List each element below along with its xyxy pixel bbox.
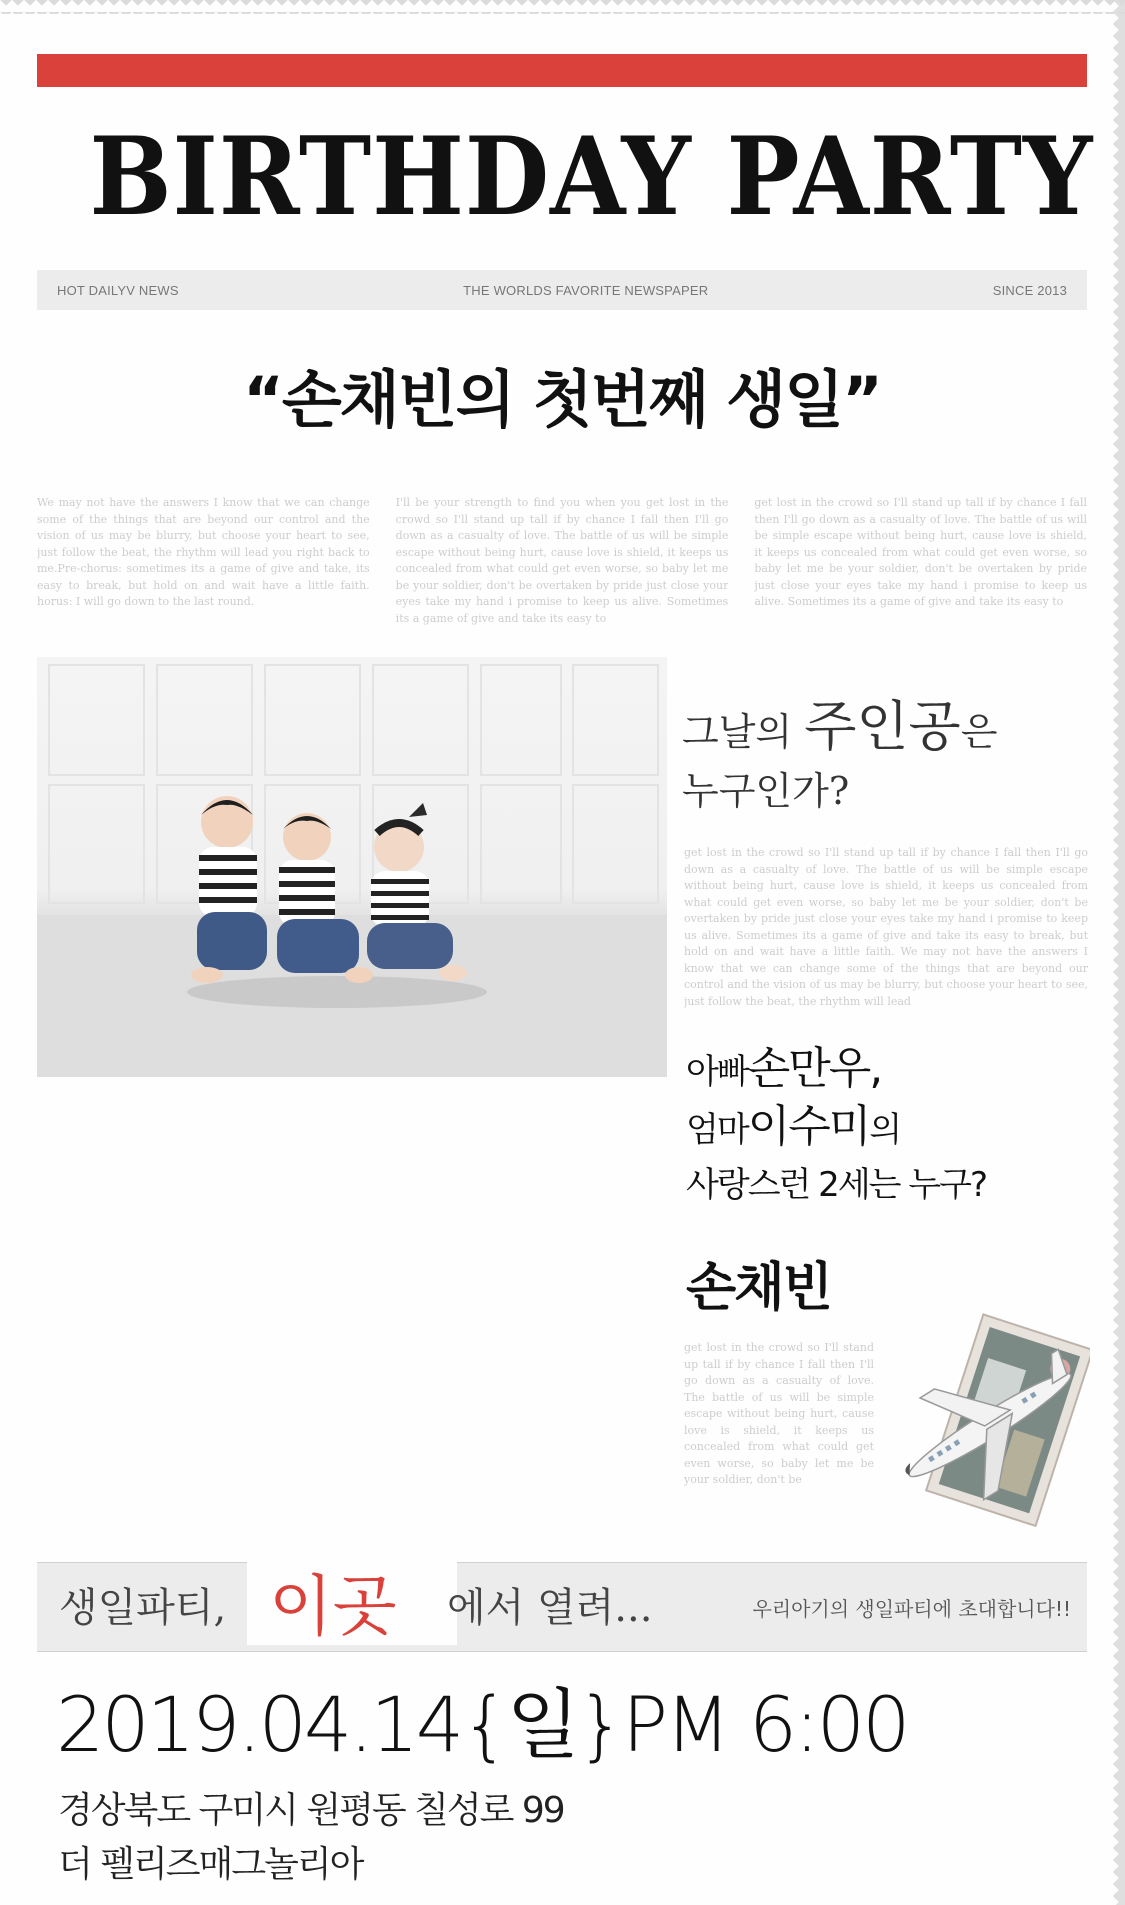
event-address — [58, 1784, 958, 1894]
mom-suffix: 의 — [869, 1110, 901, 1150]
strip-right-text: SINCE 2013 — [992, 282, 1067, 298]
parents-intro — [686, 1040, 1106, 1235]
parents-line-question: 사랑스런 2세는 누구? — [686, 1165, 987, 1205]
parents-line-dad — [686, 1040, 1106, 1098]
address-line-1: 경상북도 구미시 원평동 칠성로 99 — [58, 1790, 564, 1831]
protagonist-big: 주인공 — [804, 695, 961, 758]
strip-left-text: HOT DAILYV NEWS — [57, 282, 179, 298]
children-photo-illustration — [37, 657, 667, 1077]
children-photo — [37, 657, 667, 1077]
mom-name: 이수미 — [747, 1101, 870, 1152]
filler-column-1: We may not have the answers I know that we can change some of the things that are beyond our control and the vision of us may be blurry, but choose your heart to see, just follow the beat, the rhythm will lead you right back to me.Pre-chorus: sometimes its a game of give and take, its easy to break, but hold on and wait have a little faith. horus: I will go down to the last round. — [37, 496, 370, 608]
baby-name: 손채빈 — [686, 1258, 831, 1318]
protagonist-line-1 — [682, 695, 1092, 759]
strip-center-text: THE WORLDS FAVORITE NEWSPAPER — [463, 282, 709, 298]
protagonist-post: 은 — [960, 710, 998, 754]
airplane-icon — [890, 1305, 1090, 1535]
filler-small-column: get lost in the crowd so I'll stand up tall if by chance I fall then I'll go down as a casualty of love. The battle of us will be simple escape without being hurt, cause love is shield, it keeps us concealed from what could get even worse, so baby let me be your soldier, don't be — [684, 1341, 874, 1486]
protagonist-pre: 그날의 — [682, 710, 805, 754]
banner-text-part1: 생일파티, — [59, 1585, 227, 1631]
dad-label: 아빠 — [686, 1052, 748, 1092]
address-line-2: 더 펠리즈매그놀리아 — [58, 1844, 363, 1885]
filler-column-2: I'll be your strength to find you when you get lost in the crowd so I'll stand up tall if by chance I fall then I'll go down as a casualty of love. The battle of us will be simple escape without being hurt, cause love is shield, it keeps us concealed from what could get even worse, so baby let me be your soldier, don't be overtaken by pride just close your eyes take my hand i promise to keep us alive. Sometimes its a game of give and take its easy to — [395, 496, 729, 625]
event-datetime: 2019.04.14{일}PM 6:00 — [56, 1680, 908, 1769]
mom-label: 엄마 — [686, 1110, 748, 1150]
banner-tagline: 우리아기의 생일파티에 초대합니다!! — [752, 1597, 1071, 1621]
airplane-book-decoration — [890, 1305, 1090, 1535]
torn-edge-right — [1113, 0, 1125, 1905]
masthead-red-bar — [37, 54, 1087, 87]
dad-name: 손만우, — [747, 1043, 882, 1094]
masthead-info-strip — [37, 270, 1087, 310]
parents-line-mom — [686, 1098, 1106, 1156]
filler-text-columns — [37, 495, 1087, 635]
invitation-banner — [37, 1562, 1087, 1652]
protagonist-line-2: 누구인가? — [682, 769, 850, 813]
protagonist-question — [682, 695, 1092, 815]
filler-column-3: get lost in the crowd so I'll stand up tall if by chance I fall then I'll go down as a casualty of love. The battle of us will be simple escape without being hurt, cause love is shield, it keeps us concealed from what could get even worse, so baby let me be your soldier, don't be overtaken by pride just close your eyes take my hand i promise to keep us alive. Sometimes its a game of give and take its easy to — [754, 496, 1088, 608]
banner-highlight-text: 이곳 — [269, 1568, 397, 1645]
banner-text-part2: 에서 열려... — [447, 1585, 653, 1631]
filler-right-column: get lost in the crowd so I'll stand up tall if by chance I fall then I'll go down as a casualty of love. The battle of us will be simple escape without being hurt, cause love is shield, it keeps us concealed from what could get even worse, so baby let me be your soldier, don't be overtaken by pride just close your eyes take my hand i promise to keep us alive. Sometimes its a game of give and take its easy to break, but hold on and wait have a little faith. We may not have the answers I know that we can change some of the things that are beyond our control and the vision of us may be blurry, but choose your heart to see, just follow the beat, the rhythm will lead — [684, 846, 1088, 1008]
masthead-title: BIRTHDAY PARTY — [89, 114, 1094, 240]
torn-edge-top — [0, 0, 1125, 14]
page-headline: “손채빈의 첫번째 생일” — [243, 363, 881, 436]
